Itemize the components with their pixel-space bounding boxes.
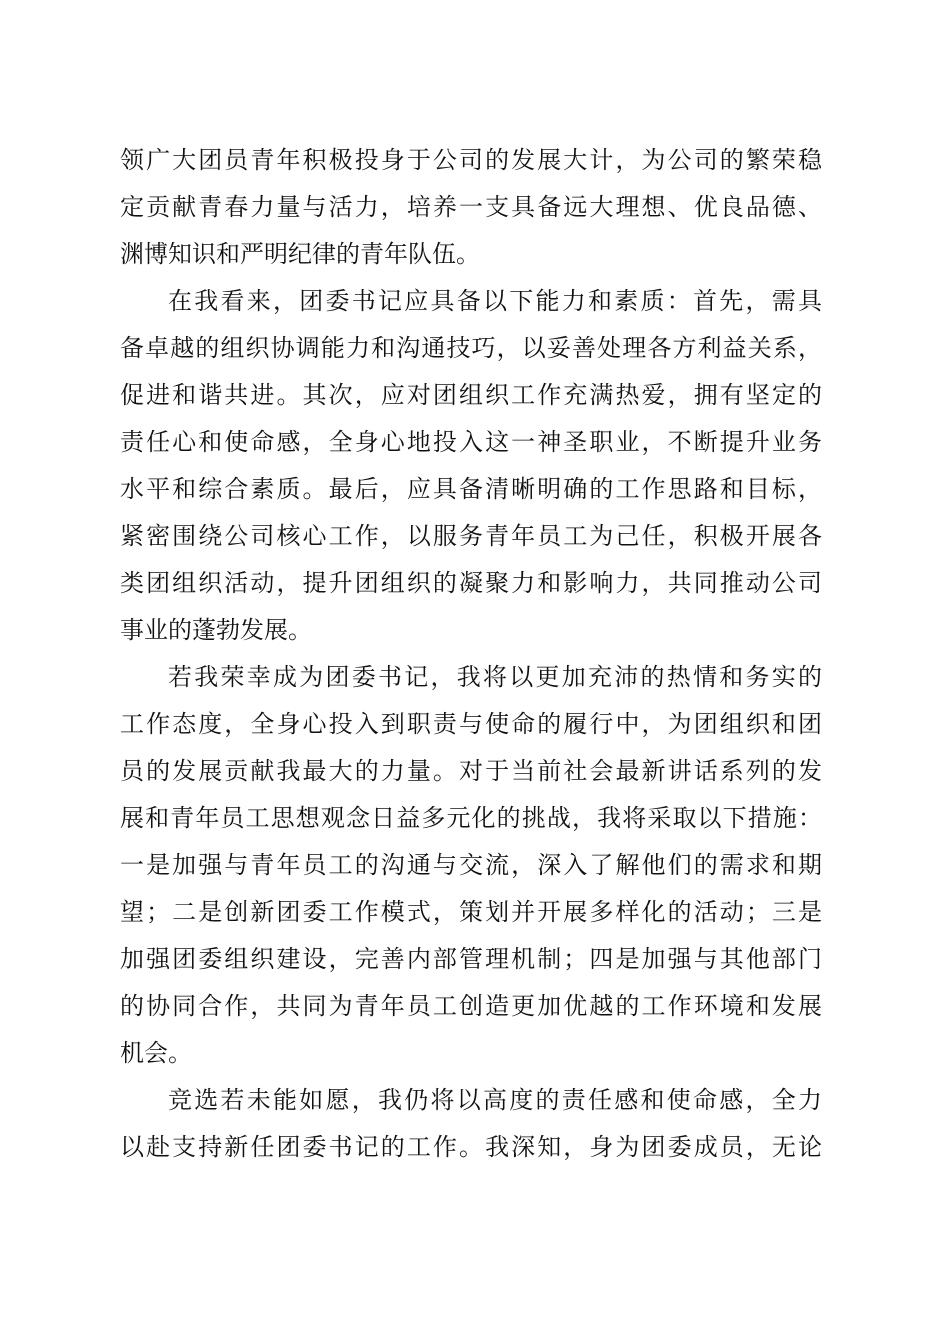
text-line: 展和青年员工思想观念日益多元化的挑战，我将采取以下措施：	[120, 804, 822, 832]
text-line: 若我荣幸成为团委书记，我将以更加充沛的热情和务实的	[168, 663, 822, 691]
text-line: 水平和综合素质。最后，应具备清晰明确的工作思路和目标，	[120, 475, 822, 503]
text-line: 紧密围绕公司核心工作，以服务青年员工为己任，积极开展各	[120, 522, 822, 550]
text-line: 加强团委组织建设，完善内部管理机制；四是加强与其他部门	[120, 945, 822, 973]
document-body	[120, 137, 822, 1171]
text-line: 工作态度，全身心投入到职责与使命的履行中，为团组织和团	[120, 710, 822, 738]
text-line: 事业的蓬勃发展。	[120, 616, 312, 644]
text-line: 竞选若未能如愿，我仍将以高度的责任感和使命感，全力	[168, 1086, 822, 1114]
text-line: 类团组织活动，提升团组织的凝聚力和影响力，共同推动公司	[120, 569, 822, 597]
text-line: 促进和谐共进。其次，应对团组织工作充满热爱，拥有坚定的	[120, 381, 822, 409]
text-line: 领广大团员青年积极投身于公司的发展大计，为公司的繁荣稳	[120, 146, 822, 174]
text-line: 备卓越的组织协调能力和沟通技巧，以妥善处理各方利益关系，	[120, 334, 822, 362]
text-line: 望；二是创新团委工作模式，策划并开展多样化的活动；三是	[120, 898, 822, 926]
text-line: 定贡献青春力量与活力，培养一支具备远大理想、优良品德、	[120, 193, 822, 221]
text-line: 以赴支持新任团委书记的工作。我深知，身为团委成员，无论	[120, 1133, 822, 1161]
text-line: 渊博知识和严明纪律的青年队伍。	[120, 240, 480, 268]
text-line: 责任心和使命感，全身心地投入这一神圣职业，不断提升业务	[120, 428, 822, 456]
text-line: 一是加强与青年员工的沟通与交流，深入了解他们的需求和期	[120, 851, 822, 879]
text-line: 在我看来，团委书记应具备以下能力和素质：首先，需具	[168, 287, 822, 315]
text-line: 机会。	[120, 1039, 192, 1067]
text-line: 员的发展贡献我最大的力量。对于当前社会最新讲话系列的发	[120, 757, 822, 785]
text-line: 的协同合作，共同为青年员工创造更加优越的工作环境和发展	[120, 992, 822, 1020]
